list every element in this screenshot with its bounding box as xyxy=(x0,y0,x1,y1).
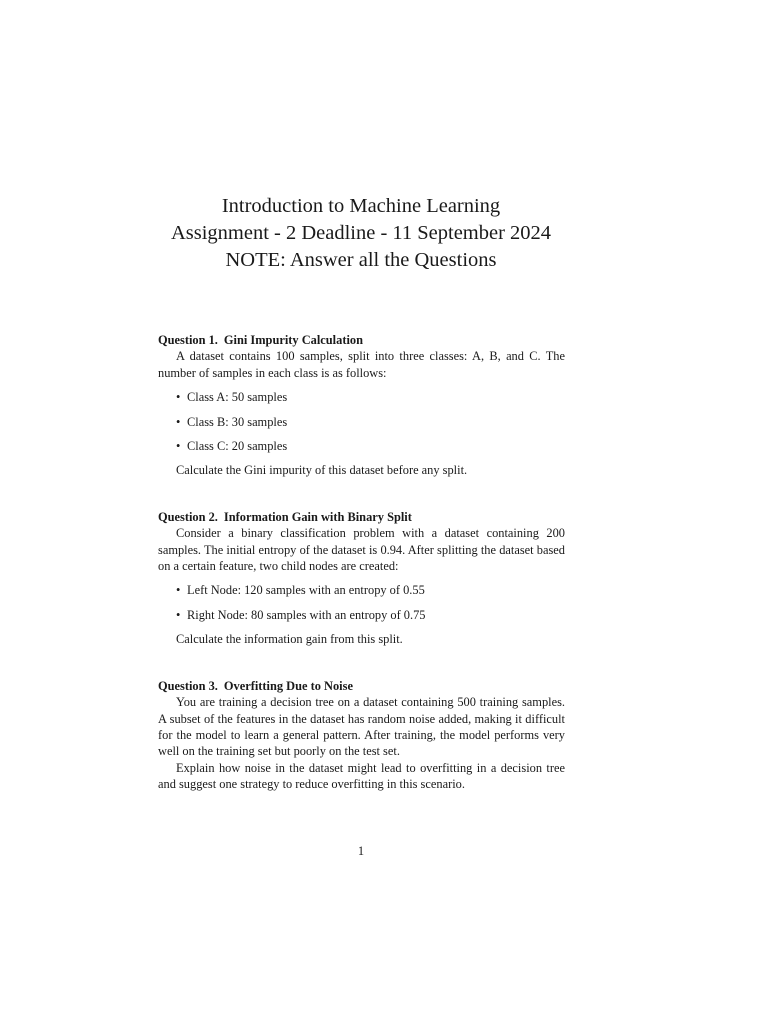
question-heading xyxy=(158,332,565,348)
list-item xyxy=(176,414,565,430)
question-intro: A dataset contains 100 samples, split into three classes: A, B, and C. The number of samples in each class is as follows: xyxy=(158,349,565,380)
question-task: Explain how noise in the dataset might lead to overfitting in a decision tree and suggest one strategy to reduce overfitting in this scenario. xyxy=(158,760,565,792)
question-title: Information Gain with Binary Split xyxy=(223,509,412,524)
question-heading xyxy=(158,509,565,525)
question-3 xyxy=(158,678,565,793)
bullet-icon: • xyxy=(176,439,181,454)
bullet-icon: • xyxy=(176,414,181,429)
list-item-text: Class C: 20 samples xyxy=(187,439,288,454)
list-item-text: Class B: 30 samples xyxy=(187,414,288,429)
list-item-text: Left Node: 120 samples with an entropy of 0.55 xyxy=(187,583,425,598)
question-intro: You are training a decision tree on a dataset containing 500 training samples. A subset of the features in the dataset has random noise added, making it difficult for the model to learn a general pattern. After training, the model performs very well on the training set but poorly on the test set. xyxy=(158,695,565,759)
question-task: Calculate the information gain from this split. xyxy=(176,632,403,647)
list-item-text: Right Node: 80 samples with an entropy of 0.75 xyxy=(187,607,426,622)
question-number: Question 3. xyxy=(158,678,218,693)
question-title: Overfitting Due to Noise xyxy=(223,678,353,693)
question-number: Question 2. xyxy=(158,509,218,524)
assignment-deadline: Assignment - 2 Deadline - 11 September 2024 xyxy=(170,222,552,244)
page-number: 1 xyxy=(357,844,365,858)
bullet-icon: • xyxy=(176,607,181,622)
question-title: Gini Impurity Calculation xyxy=(223,333,363,347)
question-intro: Consider a binary classification problem with a dataset containing 200 samples. The initial entropy of the dataset is 0.94. After splitting the dataset based on a certain feature, two child nodes are created: xyxy=(158,526,565,574)
note-line: NOTE: Answer all the Questions xyxy=(225,249,497,271)
course-title: Introduction to Machine Learning xyxy=(221,195,501,217)
list-item xyxy=(176,607,565,623)
node-list xyxy=(158,582,565,623)
list-item xyxy=(176,389,565,405)
title-block xyxy=(0,193,722,274)
list-item xyxy=(176,438,565,454)
list-item xyxy=(176,582,565,598)
question-1 xyxy=(158,332,565,479)
question-2 xyxy=(158,509,565,648)
bullet-icon: • xyxy=(176,390,181,405)
question-task: Calculate the Gini impurity of this dataset before any split. xyxy=(176,463,468,478)
class-list xyxy=(158,389,565,454)
question-number: Question 1. xyxy=(158,333,218,347)
bullet-icon: • xyxy=(176,583,181,598)
list-item-text: Class A: 50 samples xyxy=(187,390,288,405)
questions-content xyxy=(158,332,565,823)
question-heading xyxy=(158,678,565,694)
